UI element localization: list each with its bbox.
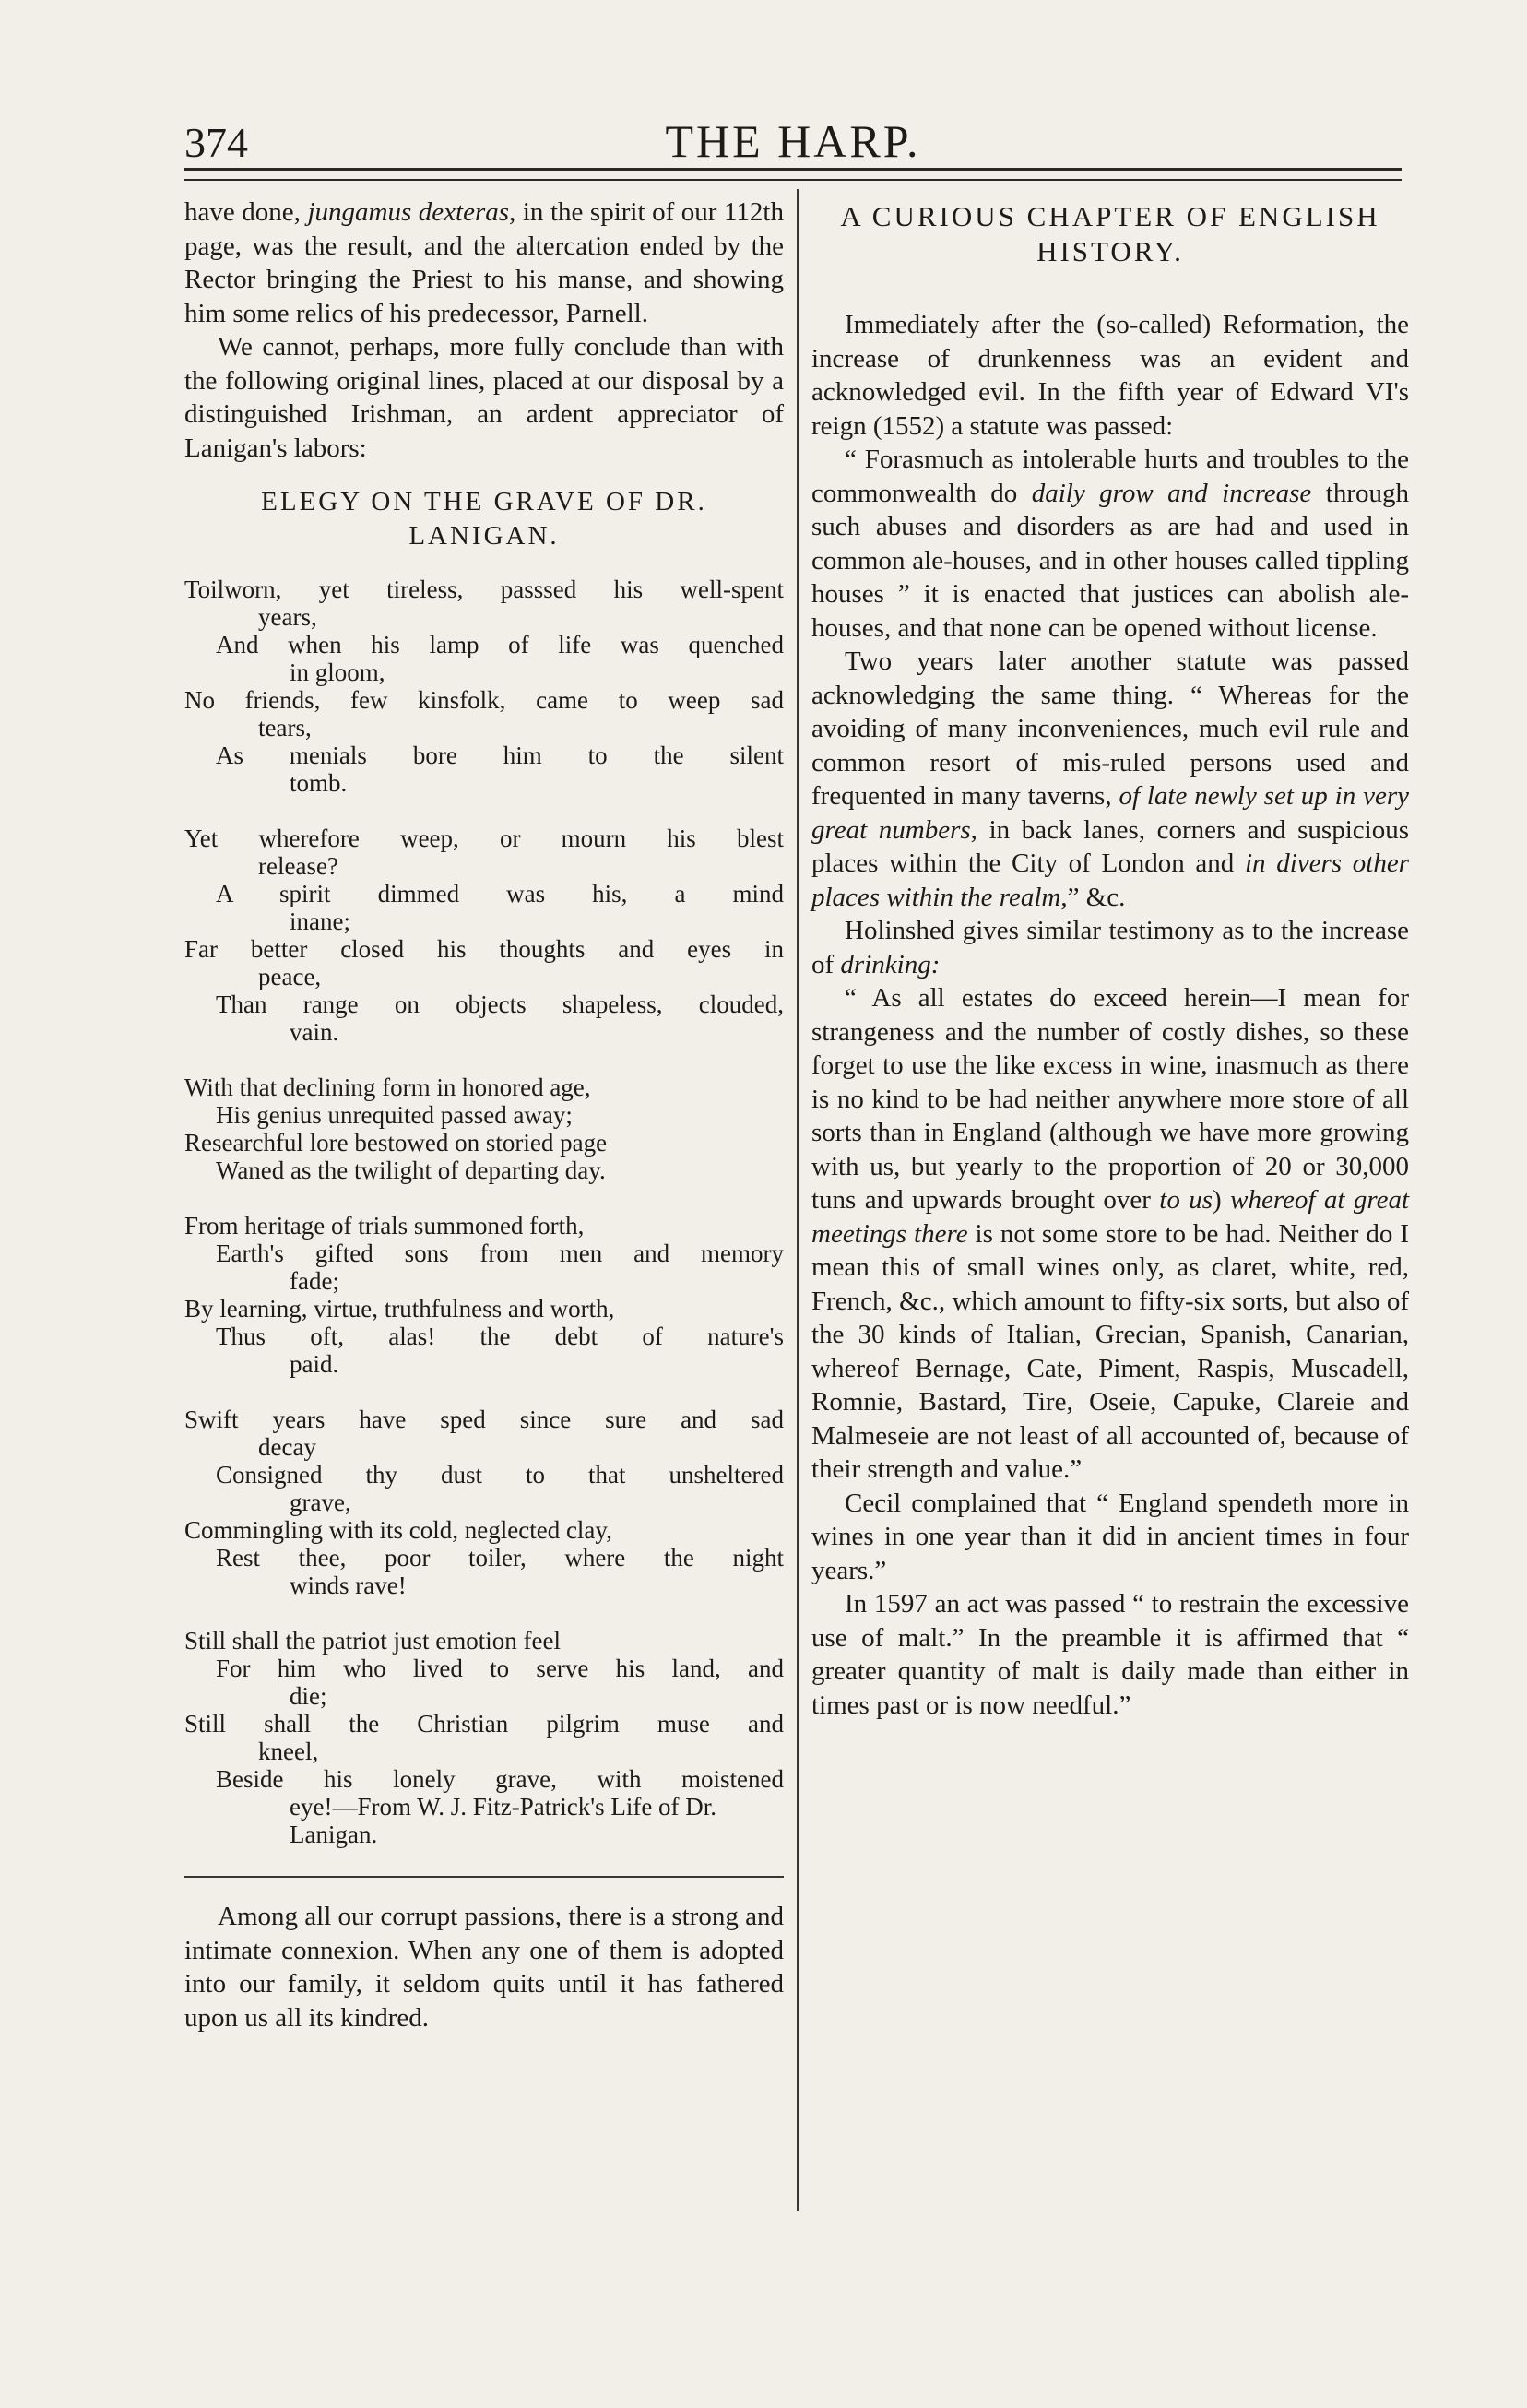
verse-line: Commingling with its cold, neglected clay, — [184, 1516, 612, 1544]
verse-line: By learning, virtue, truthfulness and worth, — [184, 1295, 615, 1323]
article-paragraph: Immediately after the (so-called) Reformation, the increase of drunkenness was an evident and acknowledged evil. In the fifth year of Edward VI's reign (1552) a statute was passed: — [811, 310, 1409, 441]
verse-line: Toilworn, yet tireless, passsed his well-spent years, — [184, 575, 784, 631]
column-divider — [797, 189, 799, 2211]
verse-line: Thus oft, alas! the debt of nature's paid. — [216, 1323, 784, 1378]
verse-line: No friends, few kinsfolk, came to weep sad tears, — [184, 686, 784, 741]
header-rule-thick — [184, 168, 1402, 171]
verse-line: For him who lived to serve his land, and die; — [216, 1655, 784, 1710]
article-paragraph: Two years later another statute was passed acknowledging the same thing. “ Whereas for the avoiding of many inconveniences, much evil rule and common resort of mis-ruled persons used and frequented in many taverns, of late newly set up in very great numbers, in back lanes, corners and suspicious places within the City of London and in divers other places within the realm,” &c. — [811, 646, 1409, 912]
right-column — [811, 196, 1409, 1722]
closing-paragraph: Among all our corrupt passions, there is a strong and intimate connexion. When any one of them is adopted into our family, it seldom quits until it has fathered upon us all its kindred. — [184, 1902, 784, 2033]
verse-line: His genius unrequited passed away; — [216, 1101, 573, 1129]
intro-paragraph: We cannot, perhaps, more fully conclude than with the following original lines, placed at our disposal by a distinguished Irishman, an ardent appreciator of Lanigan's labors: — [184, 332, 784, 463]
stanza — [184, 1627, 784, 1848]
verse-line: From heritage of trials summoned forth, — [184, 1212, 585, 1240]
verse-line: Than range on objects shapeless, clouded, vain. — [216, 990, 784, 1046]
verse-line: A spirit dimmed was his, a mind inane; — [216, 880, 784, 935]
verse-line: Still shall the patriot just emotion feel — [184, 1627, 561, 1655]
article-paragraph: “ Forasmuch as intolerable hurts and troubles to the commonwealth do daily grow and increase through such abuses and disorders as are had and used in common ale-houses, and in other houses called tippling houses ” it is enacted that justices can abolish ale-houses, and that none can be opened without license. — [811, 445, 1409, 643]
verse-line: Earth's gifted sons from men and memory fade; — [216, 1240, 784, 1295]
stanza — [184, 575, 784, 797]
verse-line: Swift years have sped since sure and sad decay — [184, 1406, 784, 1461]
page-number: 374 — [184, 119, 248, 166]
article-paragraph: “ As all estates do exceed herein—I mean for strangeness and the number of costly dishes, so these forget to use the like excess in wine, inasmuch as there is no kind to be had neither anywhere more store of all sorts than in England (although we have more growing with us, but yearly to the proportion of 20 or 30,000 tuns and upwards brought over to us) whereof at great meetings there is not some store to be had. Neither do I mean this of small wines only, as claret, white, red, French, &c., which amount to fifty-six sorts, but also of the 30 kinds of Italian, Grecian, Spanish, Canarian, whereof Bernage, Cate, Piment, Raspis, Muscadell, Romnie, Bastard, Tire, Oseie, Capuke, Clareie and Malmeseie are not least of all accounted of, because of their strength and value.” — [811, 983, 1409, 1484]
verse-line: Rest thee, poor toiler, where the night winds rave! — [216, 1544, 784, 1599]
stanza — [184, 1406, 784, 1599]
verse-line: With that declining form in honored age, — [184, 1074, 591, 1101]
verse-line: Consigned thy dust to that unsheltered grave, — [216, 1461, 784, 1516]
stanza — [184, 824, 784, 1046]
stanza — [184, 1212, 784, 1378]
section-rule — [184, 1876, 784, 1878]
verse-line: Still shall the Christian pilgrim muse and kneel, — [184, 1710, 784, 1765]
article-paragraph: Holinshed gives similar testimony as to the increase of drinking: — [811, 916, 1409, 979]
elegy-title: ELEGY ON THE GRAVE OF DR. LANIGAN. — [261, 487, 707, 551]
header-rule-thin — [184, 179, 1402, 181]
elegy-poem — [184, 575, 784, 1848]
article-paragraph: In 1597 an act was passed “ to restrain the excessive use of malt.” In the preamble it is affirmed that “ greater quantity of malt is daily made than either in times past or is now needful.” — [811, 1589, 1409, 1720]
article-paragraph: Cecil complained that “ England spendeth more in wines in one year than it did in ancient times in four years.” — [811, 1488, 1409, 1585]
verse-line: And when his lamp of life was quenched in gloom, — [216, 631, 784, 686]
intro-paragraph: have done, jungamus dexteras, in the spirit of our 112th page, was the result, and the altercation ended by the Rector bringing the Priest to his manse, and showing him some relics of his predecessor, Parnell. — [184, 197, 784, 328]
verse-line: Far better closed his thoughts and eyes in peace, — [184, 935, 784, 990]
verse-line: As menials bore him to the silent tomb. — [216, 741, 784, 797]
left-column — [184, 196, 784, 2034]
article-body — [811, 308, 1409, 1722]
article-title: A CURIOUS CHAPTER OF ENGLISH HISTORY. — [840, 200, 1380, 267]
publication-title: THE HARP. — [665, 115, 921, 167]
verse-line: Yet wherefore weep, or mourn his blest release? — [184, 824, 784, 880]
verse-line: Researchful lore bestowed on storied page — [184, 1129, 608, 1157]
verse-line: Waned as the twilight of departing day. — [216, 1157, 606, 1184]
verse-line: Beside his lonely grave, with moistened eye!—From W. J. Fitz-Patrick's Life of Dr. Lanigan. — [216, 1765, 784, 1848]
stanza — [184, 1074, 784, 1184]
